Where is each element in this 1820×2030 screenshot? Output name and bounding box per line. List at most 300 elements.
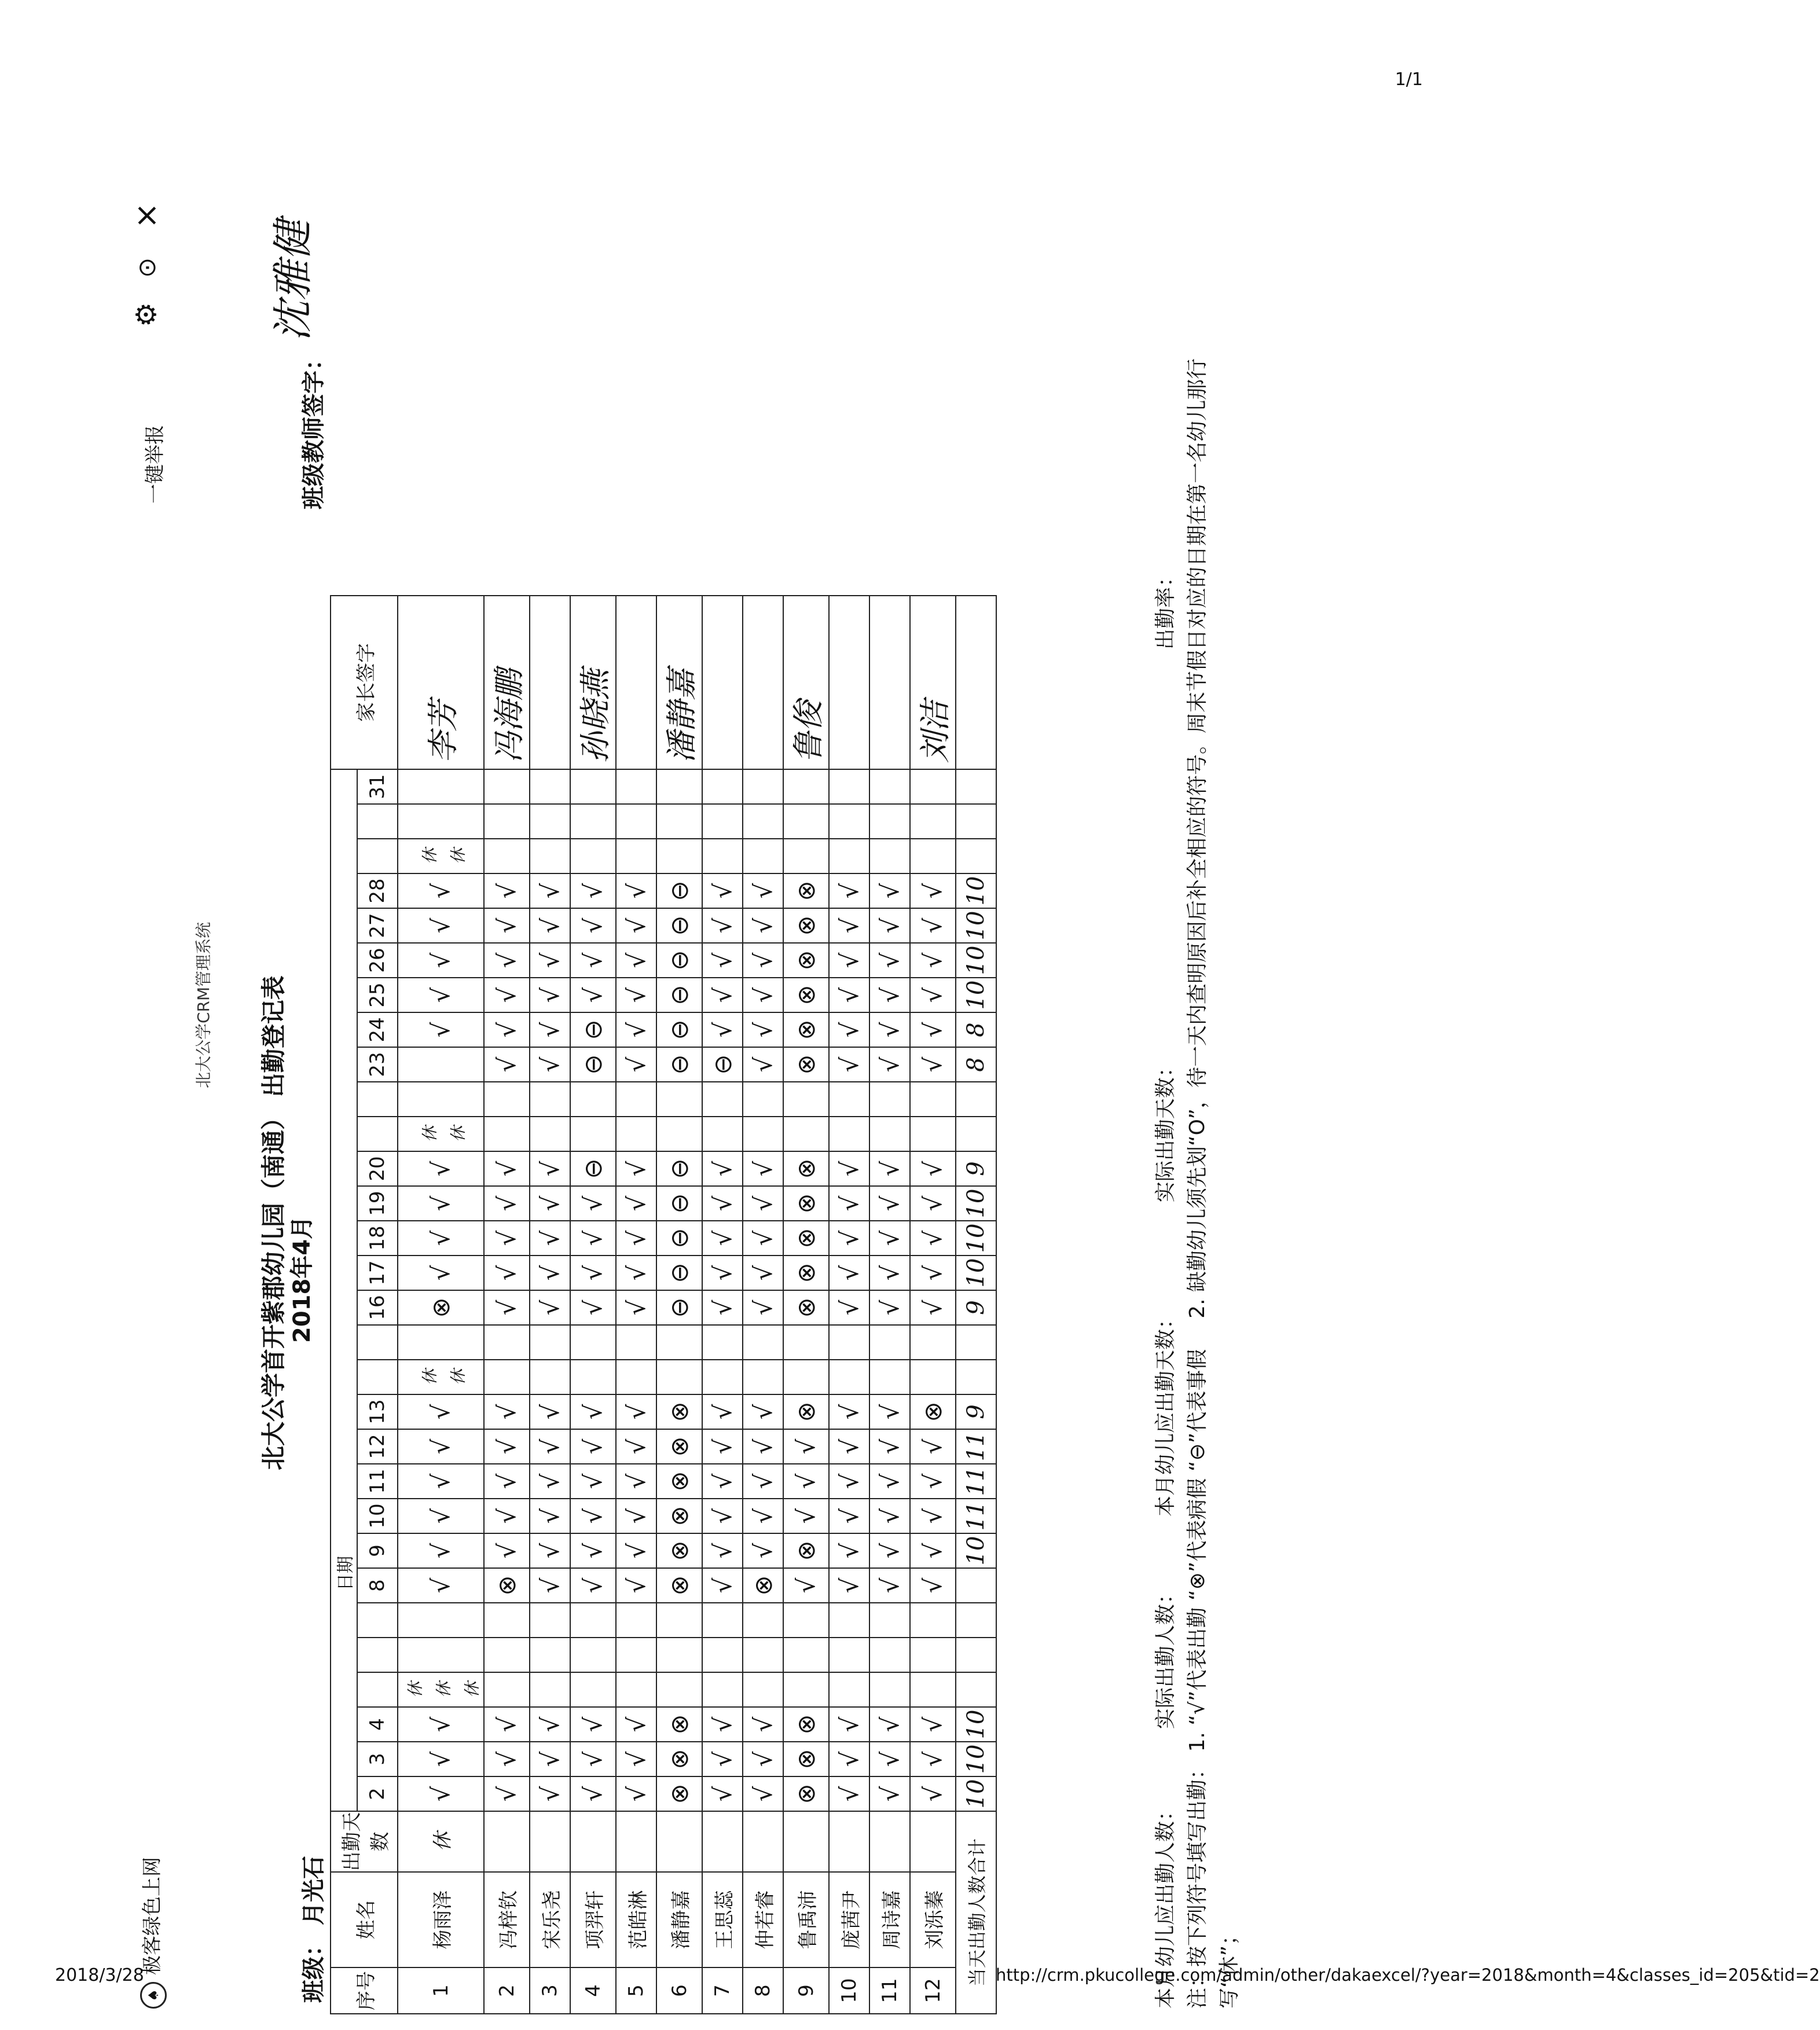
attendance-mark — [530, 1117, 570, 1151]
daily-total — [956, 1325, 996, 1360]
attendance-mark: √ — [570, 943, 616, 978]
attendance-mark — [910, 1117, 956, 1151]
attendance-mark: √ — [783, 1429, 829, 1464]
day-number: 11 — [357, 1464, 398, 1499]
day-number: 9 — [357, 1533, 398, 1568]
attendance-mark — [783, 769, 829, 804]
attendance-mark — [484, 1082, 530, 1117]
attendance-mark: √ — [743, 1533, 783, 1568]
header-seq: 序号 — [331, 1967, 398, 2014]
header-date: 日期 — [331, 769, 357, 1811]
row-days — [743, 1811, 783, 1872]
attendance-mark: √ — [530, 1186, 570, 1221]
daily-total: 10 — [956, 943, 996, 978]
day-number: 3 — [357, 1742, 398, 1776]
table-row — [743, 596, 783, 2014]
attendance-mark — [743, 1672, 783, 1707]
teacher-signature: 沈雅健 — [269, 220, 317, 342]
attendance-mark: √ — [829, 1186, 869, 1221]
attendance-mark: √ — [910, 978, 956, 1012]
attendance-mark: √ — [570, 1776, 616, 1811]
attendance-mark: √ — [910, 908, 956, 943]
attendance-mark: √ — [398, 1429, 484, 1464]
attendance-mark: √ — [869, 873, 910, 908]
attendance-mark: √ — [570, 908, 616, 943]
header-parent-sign: 家长签字 — [331, 596, 398, 769]
attendance-mark: ⊖ — [656, 873, 702, 908]
attendance-mark: √ — [702, 1256, 743, 1290]
attendance-mark: √ — [869, 1464, 910, 1499]
attendance-mark: √ — [869, 943, 910, 978]
parent-signature: 潘静嘉 — [656, 596, 702, 769]
attendance-mark — [484, 804, 530, 839]
attendance-mark: √ — [530, 1221, 570, 1256]
day-number — [357, 1672, 398, 1707]
attendance-mark — [530, 769, 570, 804]
attendance-mark — [616, 1117, 656, 1151]
attendance-mark — [702, 1117, 743, 1151]
attendance-mark — [656, 839, 702, 873]
attendance-mark — [869, 769, 910, 804]
attendance-mark: ⊗ — [656, 1568, 702, 1603]
close-icon[interactable]: × — [128, 202, 164, 229]
attendance-mark: √ — [570, 1499, 616, 1533]
attendance-mark — [910, 769, 956, 804]
attendance-mark: ⊗ — [783, 1221, 829, 1256]
attendance-mark: √ — [570, 1533, 616, 1568]
attendance-mark: √ — [616, 1151, 656, 1186]
attendance-mark: ⊗ — [783, 1186, 829, 1221]
daily-total: 9 — [956, 1394, 996, 1429]
attendance-mark: √ — [869, 1533, 910, 1568]
row-days — [869, 1811, 910, 1872]
row-name: 宋乐尧 — [530, 1872, 570, 1967]
attendance-mark: √ — [702, 1186, 743, 1221]
day-number: 19 — [357, 1186, 398, 1221]
attendance-mark — [398, 1047, 484, 1082]
attendance-mark: √ — [702, 873, 743, 908]
attendance-mark — [530, 839, 570, 873]
row-seq: 12 — [910, 1967, 956, 2014]
daily-total: 8 — [956, 1012, 996, 1047]
attendance-mark: ⊗ — [656, 1742, 702, 1776]
attendance-mark — [570, 1117, 616, 1151]
daily-total: 10 — [956, 873, 996, 908]
attendance-mark: √ — [484, 1533, 530, 1568]
attendance-mark — [869, 1082, 910, 1117]
table-row — [869, 596, 910, 2014]
attendance-mark: √ — [869, 1221, 910, 1256]
attendance-mark: √ — [743, 1499, 783, 1533]
attendance-mark: √ — [398, 1464, 484, 1499]
attendance-mark: ⊗ — [783, 978, 829, 1012]
attendance-mark — [783, 1672, 829, 1707]
attendance-mark: √ — [398, 1151, 484, 1186]
attendance-mark: √ — [829, 1464, 869, 1499]
expected-count — [1149, 1583, 1179, 2009]
expected-days — [1149, 566, 1179, 1517]
attendance-mark — [910, 1638, 956, 1672]
attendance-mark — [616, 1603, 656, 1638]
attendance-mark: √ — [910, 1707, 956, 1742]
attendance-mark: √ — [829, 1256, 869, 1290]
daily-total: 10 — [956, 1186, 996, 1221]
attendance-mark: √ — [530, 1464, 570, 1499]
attendance-mark: √ — [530, 1568, 570, 1603]
more-icon[interactable]: ⊙ — [133, 257, 161, 278]
logo-icon: ♠ — [140, 1982, 167, 2009]
parent-signature: 刘洁 — [910, 596, 956, 769]
table-row — [484, 596, 530, 2014]
attendance-mark — [702, 1672, 743, 1707]
attendance-mark — [484, 1638, 530, 1672]
attendance-mark — [656, 804, 702, 839]
attendance-mark: √ — [783, 1464, 829, 1499]
table-row — [570, 596, 616, 2014]
attendance-mark — [484, 1360, 530, 1394]
attendance-mark: ⊖ — [656, 1012, 702, 1047]
daily-total: 10 — [956, 1221, 996, 1256]
attendance-mark: √ — [530, 1290, 570, 1325]
gear-icon[interactable]: ⚙ — [130, 302, 163, 327]
attendance-mark: √ — [484, 1394, 530, 1429]
attendance-mark — [869, 1672, 910, 1707]
attendance-mark — [484, 839, 530, 873]
attendance-mark — [743, 1603, 783, 1638]
day-number: 24 — [357, 1012, 398, 1047]
row-days — [616, 1811, 656, 1872]
attendance-mark: √ — [616, 978, 656, 1012]
attendance-mark — [398, 1638, 484, 1672]
attendance-mark: √ — [743, 1151, 783, 1186]
attendance-mark: √ — [570, 873, 616, 908]
attendance-mark: √ — [530, 1707, 570, 1742]
attendance-mark: √ — [910, 1221, 956, 1256]
attendance-mark: √ — [484, 1464, 530, 1499]
attendance-mark: ⊗ — [783, 1707, 829, 1742]
attendance-mark — [570, 1672, 616, 1707]
attendance-mark: √ — [484, 1256, 530, 1290]
attendance-mark: √ — [869, 1012, 910, 1047]
daily-total: 9 — [956, 1290, 996, 1325]
attendance-mark — [656, 769, 702, 804]
row-days: 休 — [398, 1811, 484, 1872]
attendance-mark: √ — [869, 1047, 910, 1082]
attendance-mark: √ — [530, 1012, 570, 1047]
attendance-mark: √ — [616, 1742, 656, 1776]
attendance-mark — [656, 1117, 702, 1151]
attendance-mark — [910, 1325, 956, 1360]
day-number: 8 — [357, 1568, 398, 1603]
daily-total — [956, 804, 996, 839]
attendance-mark: ⊗ — [783, 908, 829, 943]
attendance-mark — [869, 1117, 910, 1151]
row-seq: 2 — [484, 1967, 530, 2014]
attendance-mark — [869, 1360, 910, 1394]
attendance-mark: √ — [869, 1290, 910, 1325]
browser-brand[interactable] — [136, 1857, 167, 2009]
attendance-mark — [398, 769, 484, 804]
parent-signature — [869, 596, 910, 769]
holiday-handwriting: 休 休 — [420, 1369, 468, 1386]
brand-label: 极客绿色上网 — [141, 1857, 164, 1975]
attendance-mark: √ — [616, 1394, 656, 1429]
daily-total: 10 — [956, 978, 996, 1012]
daily-total — [956, 1082, 996, 1117]
attendance-mark: √ — [829, 1707, 869, 1742]
attendance-mark: √ — [869, 1742, 910, 1776]
attendance-mark: √ — [398, 1742, 484, 1776]
row-seq: 8 — [743, 1967, 783, 2014]
attendance-mark: ⊖ — [656, 1186, 702, 1221]
attendance-mark: √ — [743, 1256, 783, 1290]
attendance-mark — [829, 1672, 869, 1707]
attendance-mark: √ — [829, 1533, 869, 1568]
attendance-mark: ⊖ — [656, 1047, 702, 1082]
attendance-mark: √ — [616, 1499, 656, 1533]
totals-label: 当天出勤人数合计 — [956, 1811, 996, 2014]
attendance-mark — [484, 1325, 530, 1360]
attendance-sheet — [130, 81, 1276, 2020]
note-1: 1. “√”代表出勤 “⊗”代表病假 “⊖”代表事假 — [1186, 1349, 1209, 1752]
attendance-mark — [616, 839, 656, 873]
day-number — [357, 804, 398, 839]
attendance-mark: ⊖ — [656, 1151, 702, 1186]
attendance-mark: √ — [702, 943, 743, 978]
note-prefix: 注：按下列符号填写出勤： — [1186, 1758, 1209, 2009]
attendance-mark — [702, 1603, 743, 1638]
attendance-mark: √ — [616, 1012, 656, 1047]
attendance-mark: √ — [484, 1151, 530, 1186]
day-number: 4 — [357, 1707, 398, 1742]
attendance-mark — [869, 1638, 910, 1672]
table-row — [702, 596, 743, 2014]
attendance-mark: ⊗ — [656, 1394, 702, 1429]
day-number: 2 — [357, 1776, 398, 1811]
attendance-mark — [530, 1325, 570, 1360]
attendance-mark — [570, 1325, 616, 1360]
attendance-mark: √ — [910, 1012, 956, 1047]
totals-blank — [956, 596, 996, 769]
attendance-mark: √ — [702, 1742, 743, 1776]
page-number: 1/1 — [1395, 69, 1423, 90]
row-seq: 11 — [869, 1967, 910, 2014]
attendance-mark: √ — [530, 1776, 570, 1811]
attendance-mark: √ — [484, 1290, 530, 1325]
attendance-mark: √ — [743, 1429, 783, 1464]
attendance-mark — [398, 1603, 484, 1638]
holiday-mark — [398, 1672, 484, 1707]
attendance-mark: ⊗ — [783, 1047, 829, 1082]
attendance-mark — [783, 1638, 829, 1672]
attendance-mark — [829, 1325, 869, 1360]
attendance-mark: √ — [743, 1221, 783, 1256]
attendance-mark: √ — [570, 1394, 616, 1429]
attendance-mark: √ — [616, 1186, 656, 1221]
attendance-mark: √ — [484, 873, 530, 908]
attendance-mark: √ — [530, 1742, 570, 1776]
day-number: 27 — [357, 908, 398, 943]
attendance-mark: √ — [530, 1047, 570, 1082]
report-button[interactable]: 一键举报 — [144, 425, 167, 504]
attendance-mark: √ — [829, 1012, 869, 1047]
attendance-mark: √ — [743, 1290, 783, 1325]
attendance-mark — [829, 1117, 869, 1151]
holiday-handwriting: 休 休 — [420, 1126, 468, 1143]
attendance-mark: ⊗ — [656, 1776, 702, 1811]
attendance-mark: √ — [616, 1464, 656, 1499]
print-date: 2018/3/28 — [55, 1965, 144, 1985]
row-name: 王思蕊 — [702, 1872, 743, 1967]
row-name: 项羿轩 — [570, 1872, 616, 1967]
daily-total: 11 — [956, 1429, 996, 1464]
attendance-mark: √ — [530, 908, 570, 943]
attendance-mark — [702, 1638, 743, 1672]
attendance-mark: ⊗ — [783, 1776, 829, 1811]
attendance-mark — [783, 1603, 829, 1638]
attendance-mark — [829, 804, 869, 839]
holiday-mark — [398, 839, 484, 873]
attendance-mark: √ — [869, 1499, 910, 1533]
attendance-mark — [570, 1082, 616, 1117]
row-name: 冯梓钦 — [484, 1872, 530, 1967]
attendance-mark — [829, 1603, 869, 1638]
attendance-mark: √ — [484, 1429, 530, 1464]
attendance-mark: √ — [398, 873, 484, 908]
attendance-mark: √ — [398, 1776, 484, 1811]
note-line — [1181, 358, 1210, 2009]
daily-total — [956, 1672, 996, 1707]
table-row — [398, 596, 484, 2014]
attendance-mark — [910, 1082, 956, 1117]
row-name: 庞茜尹 — [829, 1872, 869, 1967]
row-seq: 4 — [570, 1967, 616, 2014]
daily-total: 9 — [956, 1151, 996, 1186]
attendance-mark: √ — [829, 1776, 869, 1811]
attendance-mark: √ — [530, 1429, 570, 1464]
row-days — [783, 1811, 829, 1872]
attendance-mark: √ — [783, 1499, 829, 1533]
day-number: 12 — [357, 1429, 398, 1464]
attendance-mark: √ — [570, 1256, 616, 1290]
attendance-mark: √ — [530, 978, 570, 1012]
attendance-mark: √ — [616, 1290, 656, 1325]
attendance-mark: √ — [530, 873, 570, 908]
attendance-mark — [398, 1325, 484, 1360]
daily-total: 10 — [956, 1776, 996, 1811]
attendance-mark: √ — [616, 1568, 656, 1603]
attendance-mark: √ — [869, 1256, 910, 1290]
attendance-mark: √ — [616, 908, 656, 943]
attendance-mark: √ — [570, 1568, 616, 1603]
daily-total: 11 — [956, 1464, 996, 1499]
attendance-mark: √ — [398, 1533, 484, 1568]
attendance-mark: ⊗ — [783, 1256, 829, 1290]
attendance-mark — [656, 1325, 702, 1360]
row-name: 潘静嘉 — [656, 1872, 702, 1967]
attendance-mark: √ — [530, 1394, 570, 1429]
attendance-mark: √ — [910, 1776, 956, 1811]
daily-total: 11 — [956, 1499, 996, 1533]
attendance-mark: √ — [570, 1742, 616, 1776]
attendance-mark: √ — [829, 908, 869, 943]
page-url[interactable]: http://crm.pkucollege.com/admin/other/dakaexcel/?year=2018&month=4&classes_id=205&tid=2 — [996, 1965, 1820, 1985]
parent-signature: 冯海鹏 — [484, 596, 530, 769]
attendance-mark — [656, 1672, 702, 1707]
attendance-mark — [570, 1360, 616, 1394]
day-number: 25 — [357, 978, 398, 1012]
attendance-mark: √ — [702, 908, 743, 943]
attendance-mark: √ — [829, 1047, 869, 1082]
attendance-mark: √ — [530, 1499, 570, 1533]
attendance-mark: ⊗ — [484, 1568, 530, 1603]
daily-total — [956, 1360, 996, 1394]
attendance-mark: √ — [616, 1221, 656, 1256]
attendance-mark — [702, 1082, 743, 1117]
row-days — [656, 1811, 702, 1872]
attendance-mark: √ — [869, 978, 910, 1012]
day-number — [357, 1603, 398, 1638]
attendance-mark: √ — [570, 1221, 616, 1256]
attendance-mark: √ — [702, 1012, 743, 1047]
attendance-mark: √ — [910, 1256, 956, 1290]
attendance-mark: ⊗ — [783, 1290, 829, 1325]
day-number: 28 — [357, 873, 398, 908]
attendance-mark — [702, 839, 743, 873]
attendance-mark: √ — [530, 1151, 570, 1186]
attendance-mark — [743, 1638, 783, 1672]
parent-signature — [743, 596, 783, 769]
attendance-mark — [484, 1672, 530, 1707]
daily-total: 10 — [956, 1256, 996, 1290]
attendance-mark: √ — [829, 1499, 869, 1533]
attendance-mark: √ — [616, 1707, 656, 1742]
attendance-mark — [702, 1325, 743, 1360]
attendance-mark: √ — [484, 1742, 530, 1776]
attendance-mark: ⊖ — [656, 908, 702, 943]
attendance-mark: √ — [783, 1568, 829, 1603]
row-seq: 5 — [616, 1967, 656, 2014]
attendance-mark: √ — [702, 1568, 743, 1603]
attendance-mark: √ — [398, 1394, 484, 1429]
sheet-title: 北大公学首开紫郡幼儿园（南通） 出勤登记表 — [259, 975, 288, 1470]
day-number — [357, 1638, 398, 1672]
attendance-mark — [616, 1672, 656, 1707]
attendance-mark: √ — [743, 1186, 783, 1221]
attendance-mark: √ — [398, 1568, 484, 1603]
day-number: 20 — [357, 1151, 398, 1186]
attendance-mark: √ — [829, 1429, 869, 1464]
day-number — [357, 1082, 398, 1117]
attendance-mark: √ — [484, 1499, 530, 1533]
attendance-mark: √ — [702, 1394, 743, 1429]
day-number: 13 — [357, 1394, 398, 1429]
attendance-mark: √ — [910, 1533, 956, 1568]
attendance-mark: ⊗ — [656, 1464, 702, 1499]
attendance-mark: √ — [829, 1394, 869, 1429]
attendance-mark: √ — [869, 1186, 910, 1221]
attendance-mark — [829, 1638, 869, 1672]
attendance-mark: √ — [484, 978, 530, 1012]
attendance-mark — [783, 1325, 829, 1360]
day-number — [357, 1360, 398, 1394]
table-row — [783, 596, 829, 2014]
parent-signature — [530, 596, 570, 769]
attendance-mark: √ — [910, 1290, 956, 1325]
day-number: 26 — [357, 943, 398, 978]
crm-name: 北大公学CRM管理系统 — [194, 922, 213, 1088]
day-number — [357, 1325, 398, 1360]
